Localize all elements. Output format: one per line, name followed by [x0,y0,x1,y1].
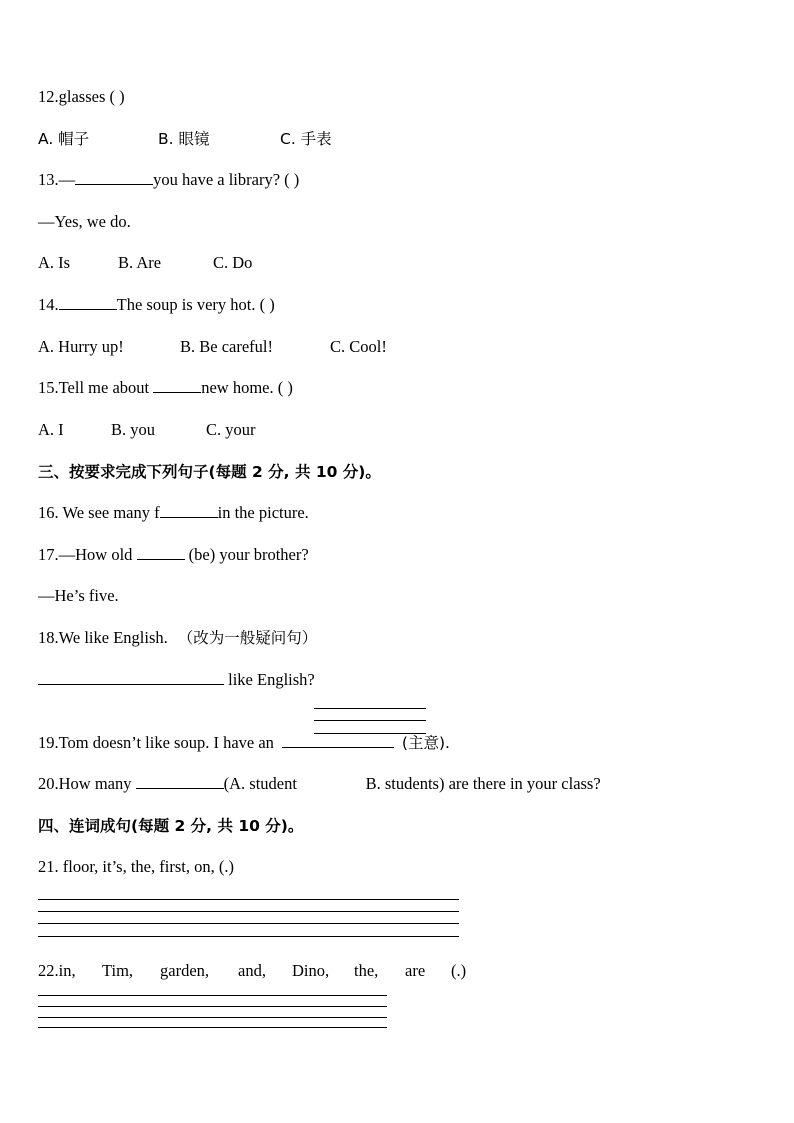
q18-sentence: 18.We like English. [38,628,168,647]
q20-option-b: B. students) are there in your class? [365,774,601,793]
q19-stem [38,732,450,754]
q22-writing-line-2[interactable] [38,1006,387,1007]
q17-suffix: (be) your brother? [188,545,309,564]
q20-stem [38,773,601,795]
q20-answer-blank[interactable] [136,774,224,789]
q17-answer-blank[interactable] [137,545,185,560]
q13-options [38,252,252,274]
q18-answer-blank[interactable] [38,670,224,685]
q19-prefix: 19.Tom doesn’t like soup. I have an [38,733,274,752]
q15-suffix: new home. ( ) [201,378,293,397]
q13-reply: —Yes, we do. [38,212,131,231]
q15-stem [38,377,293,399]
q18-stem [38,627,317,649]
q18-answer [38,669,315,691]
q21-writing-line-1[interactable] [38,899,459,900]
q12-option-b: B. 眼镜 [158,130,210,148]
q21-writing-line-4[interactable] [38,936,459,937]
q17-prefix: 17.—How old [38,545,133,564]
section-3-heading: 三、按要求完成下列句子(每题 2 分, 共 10 分)。 [38,463,381,481]
q13-answer-blank[interactable] [75,170,153,185]
q14-answer-blank[interactable] [59,295,117,310]
q21-stem: 21. floor, it’s, the, first, on, (.) [38,857,234,876]
q14-option-c: C. Cool! [330,337,387,356]
q15-options [38,419,256,441]
q22-writing-line-1[interactable] [38,995,387,996]
q14-options [38,336,387,358]
q22-word: (.) [451,961,467,980]
q17-reply: —He’s five. [38,586,119,605]
q22-word: the, [354,961,379,980]
q16-prefix: 16. We see many f [38,503,160,522]
q22-stem [38,960,466,982]
q15-prefix: 15.Tell me about [38,378,150,397]
q17-stem [38,544,309,566]
q13-option-c: C. Do [213,253,253,272]
q22-word: and, [238,961,266,980]
q13-stem [38,169,299,191]
q19-rule-2 [314,720,426,721]
q16-answer-blank[interactable] [160,503,218,518]
q21-writing-line-2[interactable] [38,911,459,912]
q13-option-a: A. Is [38,253,71,272]
q22-word: Tim, [102,961,134,980]
q13-prefix: 13.— [38,170,76,189]
q15-answer-blank[interactable] [153,378,201,393]
q22-writing-line-4[interactable] [38,1027,387,1028]
q14-suffix: The soup is very hot. ( ) [116,295,275,314]
q19-answer-blank[interactable] [282,733,394,748]
q22-word: garden, [160,961,210,980]
q12-stem: 12.glasses ( ) [38,87,125,106]
q22-word: Dino, [292,961,330,980]
q15-option-b: B. you [111,420,156,439]
q13-option-b: B. Are [118,253,162,272]
q19-rule-1 [314,708,426,709]
q22-word: 22.in, [38,961,76,980]
q20-option-a: (A. student [223,774,297,793]
q20-prefix: 20.How many [38,774,132,793]
q16-suffix: in the picture. [217,503,309,522]
q14-option-a: A. Hurry up! [38,337,124,356]
q21-writing-line-3[interactable] [38,923,459,924]
q22-word: are [405,961,426,980]
q16-stem [38,502,309,524]
q14-prefix: 14. [38,295,59,314]
section-4-heading: 四、连词成句(每题 2 分, 共 10 分)。 [38,817,304,835]
q12-option-c: C. 手表 [280,130,332,148]
q15-option-c: C. your [206,420,256,439]
q14-stem [38,294,275,316]
q19-suffix: (主意). [401,734,450,752]
q12-option-a: A. 帽子 [38,130,90,148]
q22-writing-line-3[interactable] [38,1017,387,1018]
q18-answer-suffix: like English? [228,670,315,689]
q18-instruction: （改为一般疑问句） [177,629,318,647]
q12-options [38,128,332,150]
q15-option-a: A. I [38,420,64,439]
q13-suffix: you have a library? ( ) [153,170,300,189]
q14-option-b: B. Be careful! [180,337,273,356]
